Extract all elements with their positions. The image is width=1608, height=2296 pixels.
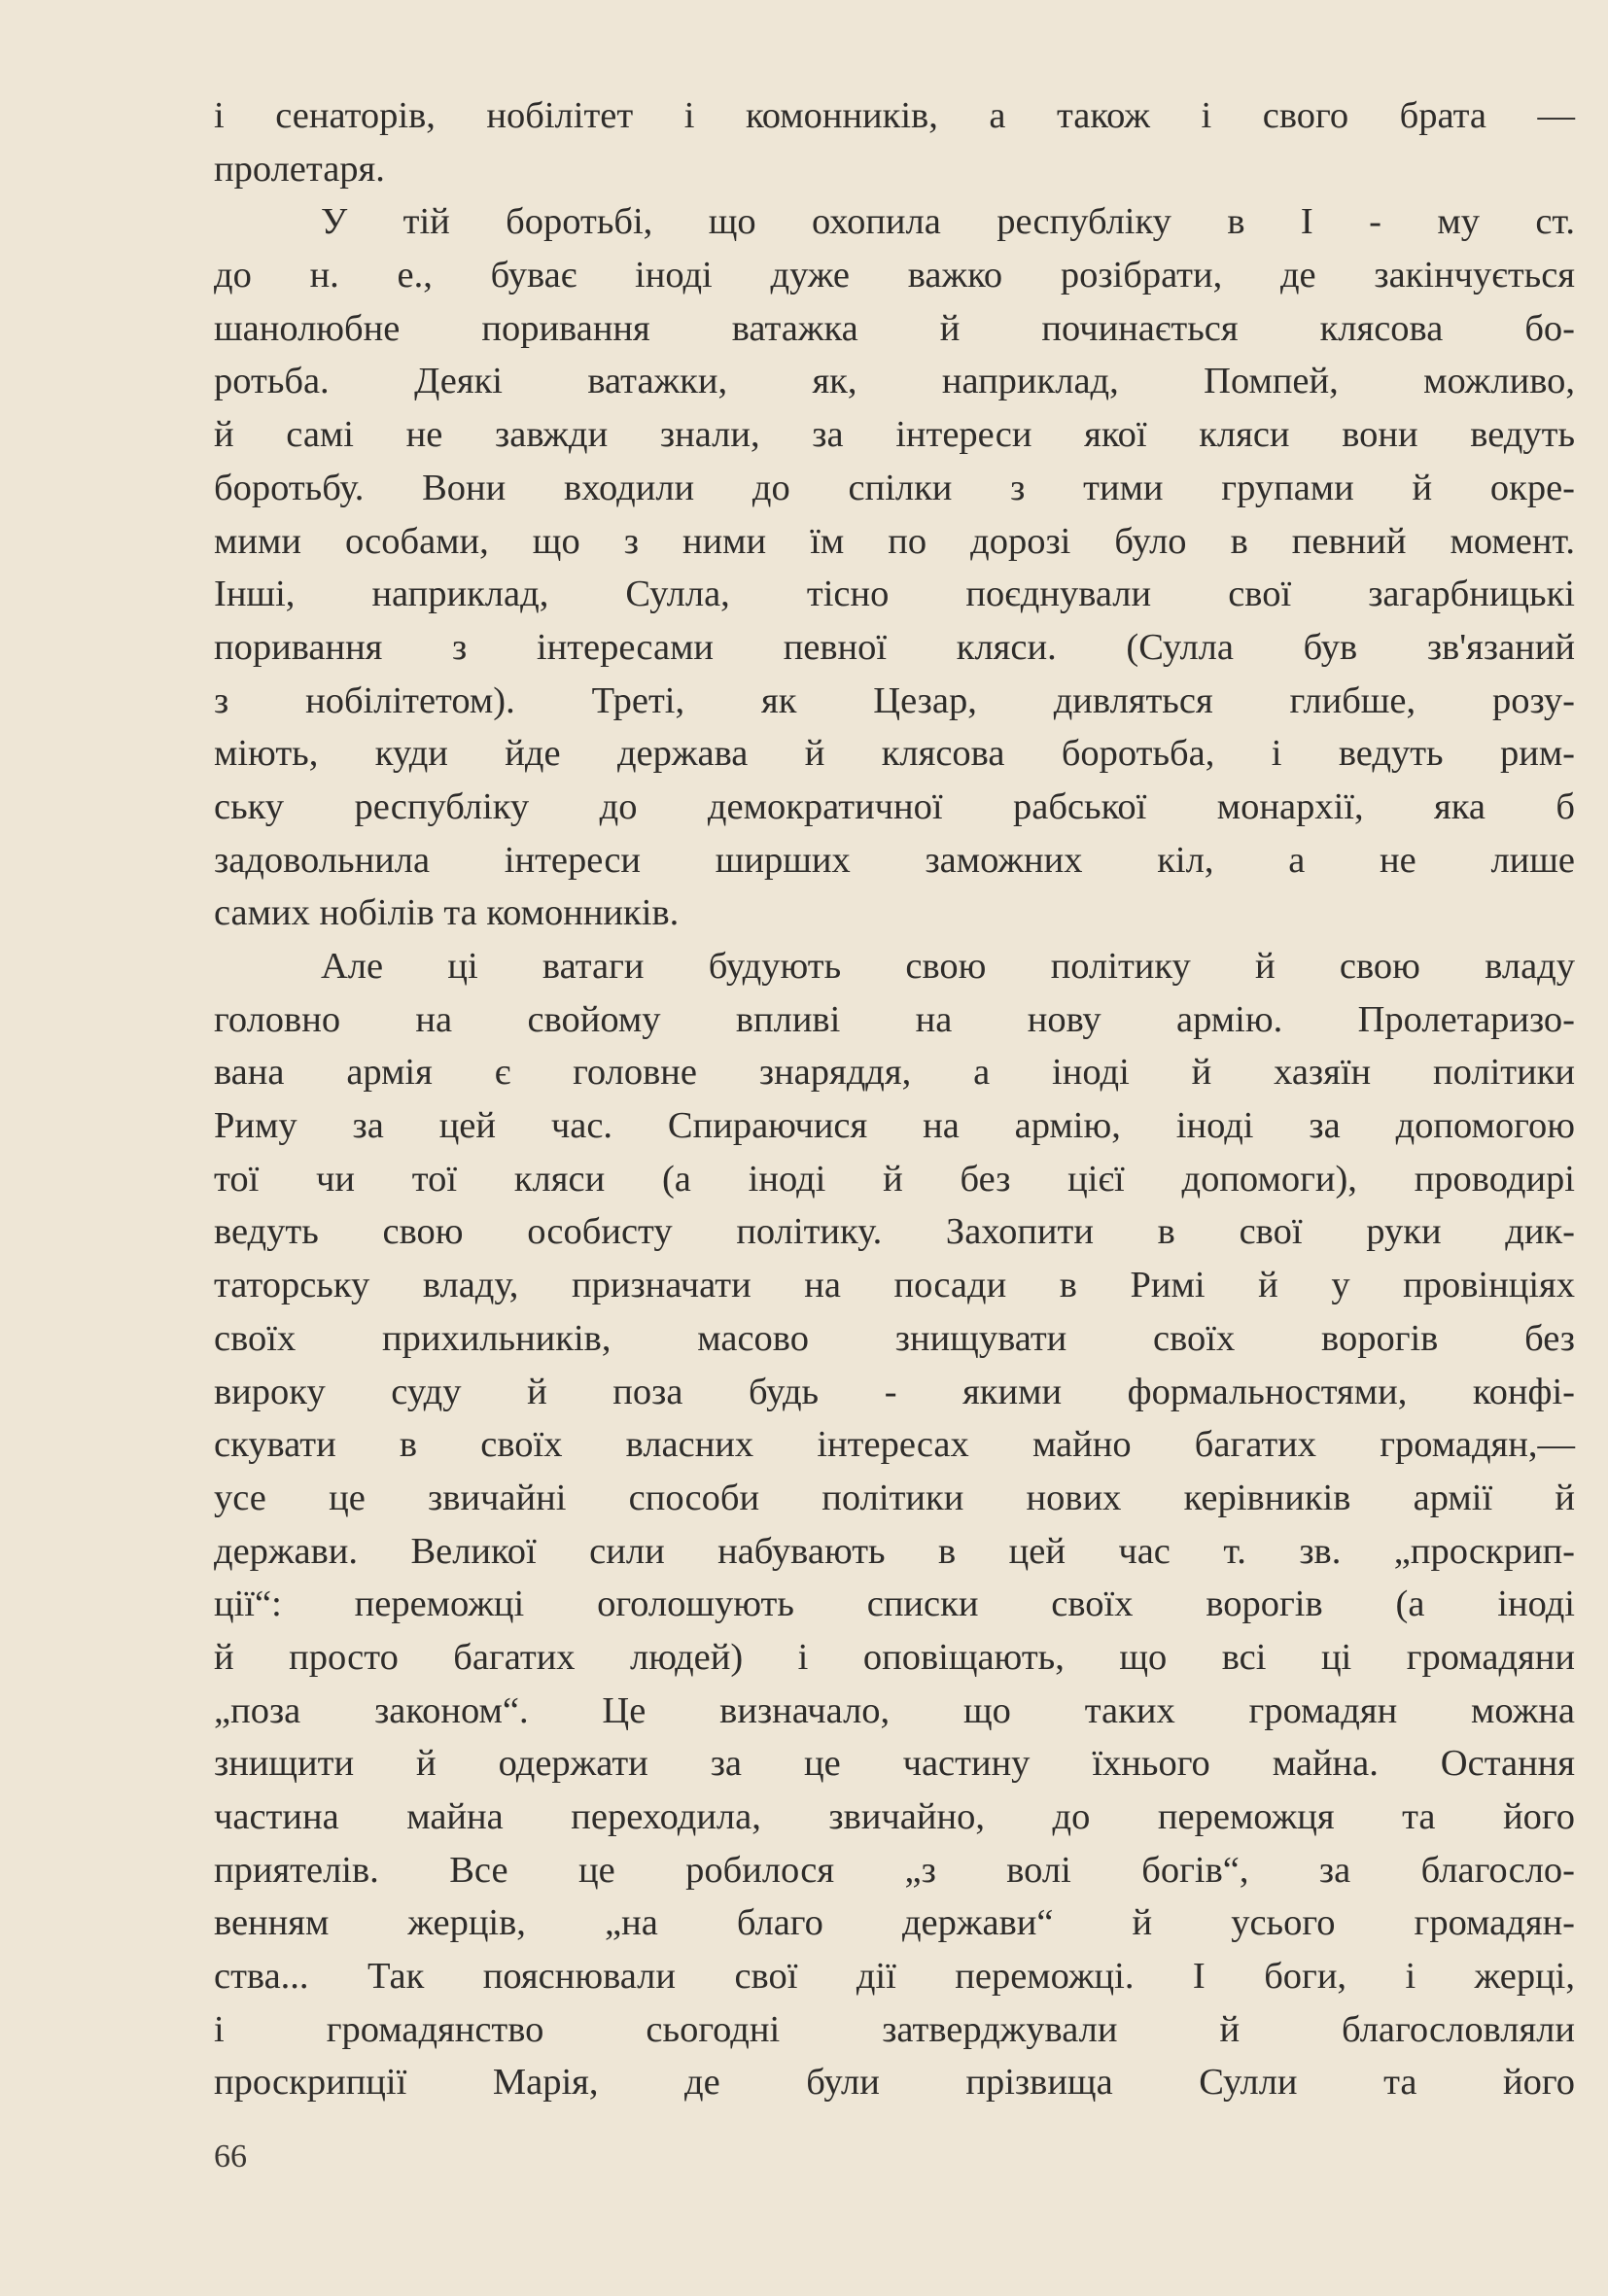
text-line: і громадянство сьогодні затверджували й благословляли xyxy=(214,2008,1575,2050)
body-text xyxy=(214,89,1575,2109)
text-line: і сенаторів, нобілітет і комонників, а також і свого брата — xyxy=(214,95,1575,136)
text-line: мими особами, що з ними їм по дорозі було в певний момент. xyxy=(214,520,1575,562)
text-line: скувати в своїх власних інтересах майно багатих громадян,— xyxy=(214,1424,1575,1466)
text-line: своїх прихильників, масово знищувати своїх ворогів без xyxy=(214,1317,1575,1359)
text-line: шанолюбне поривання ватажка й починається клясова бо- xyxy=(214,307,1575,349)
text-line: головно на свойому впливі на нову армію. Пролетаризо- xyxy=(214,998,1575,1040)
text-line: тої чи тої кляси (а іноді й без цієї допомоги), проводирі xyxy=(214,1158,1575,1200)
text-line: усе це звичайні способи політики нових керівників армії й xyxy=(214,1477,1575,1518)
text-line: „поза законом“. Це визначало, що таких громадян можна xyxy=(214,1689,1575,1731)
text-line: У тій боротьбі, що охопила республіку в І - му ст. xyxy=(321,201,1575,243)
text-line: вана армія є головне знаряддя, а іноді й хазяїн політики xyxy=(214,1052,1575,1094)
text-line: ції“: переможці оголошують списки своїх ворогів (а іноді xyxy=(214,1583,1575,1625)
text-line: міють, куди йде держава й клясова боротьба, і ведуть рим- xyxy=(214,733,1575,775)
text-line: Риму за цей час. Спираючися на армію, іноді за допомогою xyxy=(214,1105,1575,1147)
text-line: венням жерців, „на благо держави“ й усього громадян- xyxy=(214,1902,1575,1944)
text-line: ську республіку до демократичної рабської монархії, яка б xyxy=(214,785,1575,827)
text-line: поривання з інтересами певної кляси. (Сулла був зв'язаний xyxy=(214,626,1575,668)
text-line: ства... Так пояснювали свої дії переможці. І боги, і жерці, xyxy=(214,1956,1575,1998)
text-line: частина майна переходила, звичайно, до переможця та його xyxy=(214,1796,1575,1837)
text-line: проскрипції Марія, де були прізвища Сулли та його xyxy=(214,2062,1575,2104)
text-line: приятелів. Все це робилося „з волі богів“, за благосло- xyxy=(214,1849,1575,1891)
text-line: задовольнила інтереси ширших заможних кіл, а не лише xyxy=(214,839,1575,881)
text-line: самих нобілів та комонників. xyxy=(214,892,680,934)
text-line: держави. Великої сили набувають в цей час т. зв. „проскрип- xyxy=(214,1530,1575,1572)
text-line: з нобілітетом). Треті, як Цезар, дивляться глибше, розу- xyxy=(214,679,1575,721)
text-line: знищити й одержати за це частину їхнього майна. Остання xyxy=(214,1743,1575,1785)
text-line: таторську владу, призначати на посади в Римі й у провінціях xyxy=(214,1265,1575,1306)
page-number: 66 xyxy=(214,2139,247,2174)
text-line: Але ці ватаги будують свою політику й свою владу xyxy=(321,946,1575,987)
text-line: боротьбу. Вони входили до спілки з тими групами й окре- xyxy=(214,467,1575,508)
text-line: пролетаря. xyxy=(214,148,385,190)
text-line: Інші, наприклад, Сулла, тісно поєднували свої загарбницькі xyxy=(214,574,1575,615)
text-line: до н. е., буває іноді дуже важко розібрати, де закінчується xyxy=(214,255,1575,296)
text-line: ведуть свою особисту політику. Захопити в свої руки дик- xyxy=(214,1211,1575,1253)
text-line: й самі не завжди знали, за інтереси якої кляси вони ведуть xyxy=(214,414,1575,456)
text-line: й просто багатих людей) і оповіщають, що всі ці громадяни xyxy=(214,1636,1575,1678)
text-line: ротьба. Деякі ватажки, як, наприклад, Помпей, можливо, xyxy=(214,361,1575,402)
text-line: вироку суду й поза будь - якими формальностями, конфі- xyxy=(214,1371,1575,1412)
